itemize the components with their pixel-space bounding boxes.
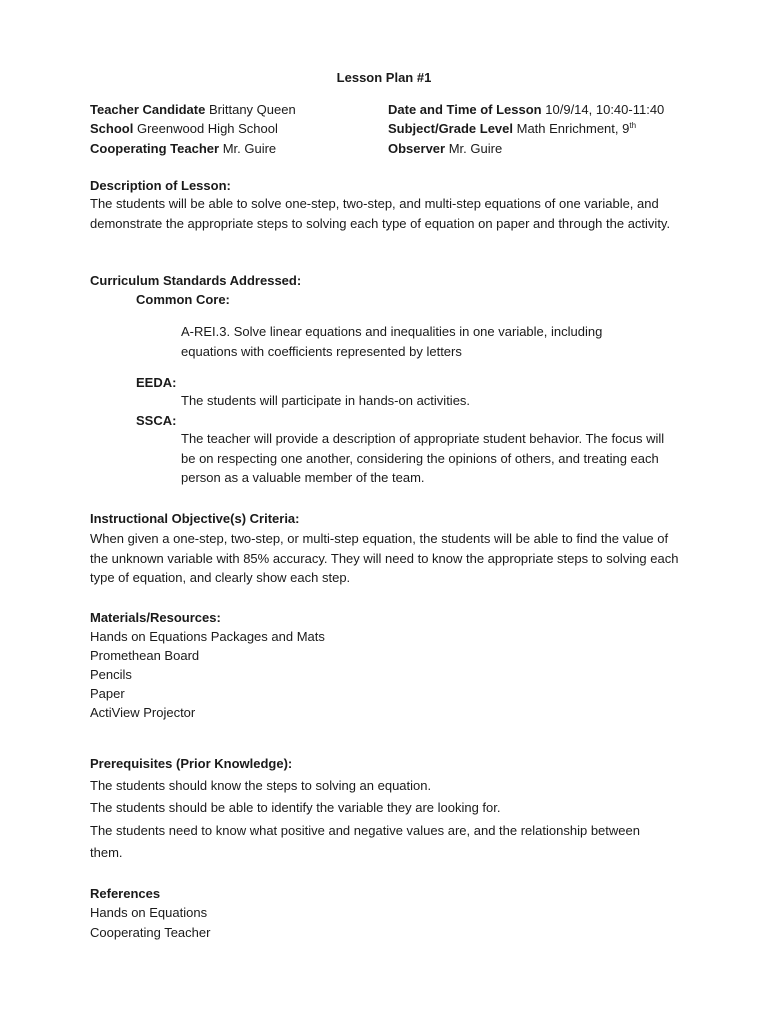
observer-value: Mr. Guire xyxy=(448,141,503,156)
references-heading: References xyxy=(90,886,161,901)
teacher-candidate-label: Teacher Candidate xyxy=(90,102,206,117)
common-core-text: A-REI.3. Solve linear equations and inequalities in one variable, including equations with coefficients represented by letters xyxy=(181,324,603,359)
school-value: Greenwood High School xyxy=(136,121,278,136)
observer-label: Observer xyxy=(388,141,446,156)
subject-grade-row xyxy=(388,119,636,138)
teacher-candidate-row xyxy=(90,100,296,119)
references-item: Hands on Equations xyxy=(90,905,208,920)
observer-row xyxy=(388,139,502,158)
standards-heading: Curriculum Standards Addressed: xyxy=(90,273,302,288)
ssca-label: SSCA: xyxy=(136,413,177,428)
references-item: Cooperating Teacher xyxy=(90,925,211,940)
date-time-label: Date and Time of Lesson xyxy=(388,102,542,117)
date-time-row xyxy=(388,100,664,119)
materials-item: Hands on Equations Packages and Mats xyxy=(90,629,325,644)
date-time-value: 10/9/14, 10:40-11:40 xyxy=(545,102,665,117)
cooperating-teacher-value: Mr. Guire xyxy=(222,141,277,156)
materials-heading: Materials/Resources: xyxy=(90,610,221,625)
subject-grade-value: Math Enrichment, 9 xyxy=(516,121,630,136)
cooperating-teacher-row xyxy=(90,139,276,158)
materials-item: Pencils xyxy=(90,667,132,682)
materials-item: Promethean Board xyxy=(90,648,200,663)
objectives-heading: Instructional Objective(s) Criteria: xyxy=(90,511,300,526)
description-text: The students will be able to solve one-step, two-step, and multi-step equations of one variable, and demonstrate the appropriate steps to solving each type of equation on paper and through the activity. xyxy=(90,196,671,231)
objectives-text: When given a one-step, two-step, or multi-step equation, the students will be able to find the value of the unknown variable with 85% accuracy. They will need to know the appropriate steps to solving each type of equation, and clearly show each step. xyxy=(90,531,679,585)
school-row xyxy=(90,119,278,138)
description-heading: Description of Lesson: xyxy=(90,178,231,193)
prerequisites-item: The students need to know what positive and negative values are, and the relationship between them. xyxy=(90,823,640,860)
subject-grade-label: Subject/Grade Level xyxy=(388,121,513,136)
subject-grade-sup: th xyxy=(629,121,637,130)
common-core-label: Common Core: xyxy=(136,292,230,307)
school-label: School xyxy=(90,121,134,136)
ssca-text: The teacher will provide a description of appropriate student behavior. The focus will be on respecting one another, considering the opinions of others, and treating each person as a valuable member of the team. xyxy=(181,431,665,485)
cooperating-teacher-label: Cooperating Teacher xyxy=(90,141,220,156)
eeda-label: EEDA: xyxy=(136,375,177,390)
prerequisites-item: The students should be able to identify the variable they are looking for. xyxy=(90,800,501,815)
prerequisites-heading: Prerequisites (Prior Knowledge): xyxy=(90,756,293,771)
eeda-text: The students will participate in hands-on activities. xyxy=(181,393,471,408)
materials-item: ActiView Projector xyxy=(90,705,196,720)
materials-item: Paper xyxy=(90,686,125,701)
prerequisites-item: The students should know the steps to solving an equation. xyxy=(90,778,432,793)
page-title: Lesson Plan #1 xyxy=(336,70,432,85)
teacher-candidate-value: Brittany Queen xyxy=(208,102,296,117)
